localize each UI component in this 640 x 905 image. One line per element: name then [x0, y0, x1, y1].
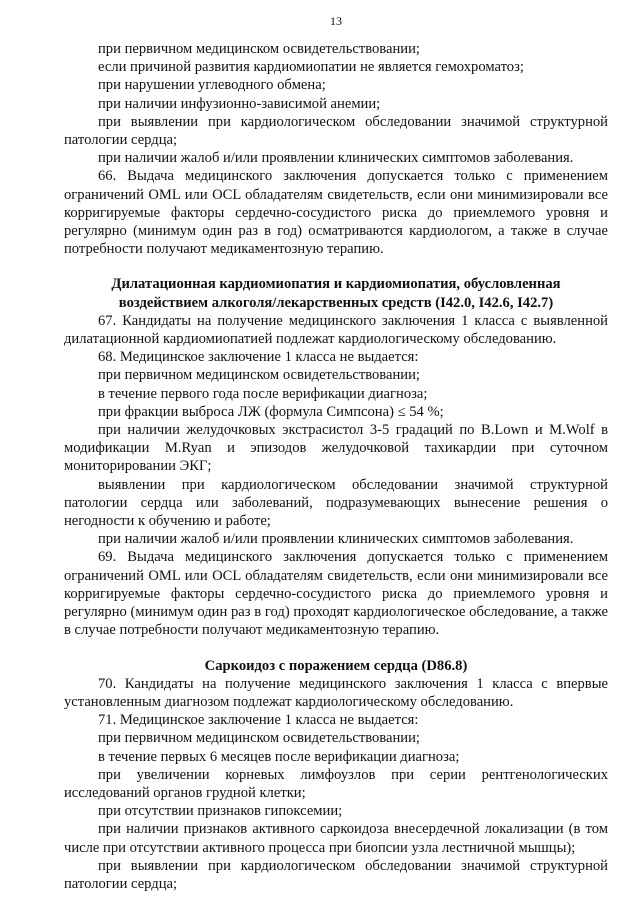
paragraph: при первичном медицинском освидетельствовании;: [98, 41, 420, 57]
paragraph: при первичном медицинском освидетельствовании;: [98, 730, 420, 747]
paragraph-67: 67. Кандидаты на получение медицинского заключения 1 класса с выявленной дилатационной кардиомиопатией подлежат кардиологическому обследованию.: [64, 312, 608, 348]
paragraph-66: 66. Выдача медицинского заключения допускается только с применением ограничений OML или OCL обладателям свидетельств, если они минимизировали все корригируемые факторы сердечно-сосудистого риска до приемлемого уровня и регулярно (минимум один раз в год) осматриваются кардиологом, а также в случае потребности получают медикаментозную терапию.: [64, 168, 608, 258]
paragraph-68: 68. Медицинское заключение 1 класса не выдается:: [98, 349, 419, 366]
section-dilated-cardiomyopathy: [64, 312, 608, 640]
paragraph: при выявлении при кардиологическом обследовании значимой структурной патологии сердца;: [64, 857, 608, 892]
paragraph: в течение первых 6 месяцев после верификации диагноза;: [98, 748, 460, 765]
paragraph: при наличии желудочковых экстрасистол 3-5 градаций по B.Lown и M.Wolf в модификации M.Ryan и эпизодов желудочковой тахикардии при суточном мониторировании ЭКГ;: [64, 422, 608, 475]
paragraph: при фракции выброса ЛЖ (формула Симпсона) ≤ 54 %;: [98, 403, 444, 420]
paragraph: при наличии жалоб и/или проявлении клинических симптомов заболевания.: [98, 150, 574, 167]
section-cardiomyopathy-conditions: [64, 40, 608, 258]
section-heading-dilated-cardiomyopathy: Дилатационная кардиомиопатия и кардиомиопатия, обусловленная воздействием алкоголя/лекарственных средств (I42.0, I42.6, I42.7): [111, 276, 561, 311]
paragraph: в течение первого года после верификации диагноза;: [98, 385, 428, 402]
paragraph-71: 71. Медицинское заключение 1 класса не выдается:: [98, 712, 419, 729]
paragraph: выявлении при кардиологическом обследовании значимой структурной патологии сердца или заболеваний, подразумевающих вынесение решения о негодности к обучению и работе;: [64, 476, 608, 530]
paragraph: при увеличении корневых лимфоузлов при серии рентгенологических исследований органов грудной клетки;: [64, 766, 608, 801]
paragraph: при отсутствии признаков гипоксемии;: [98, 803, 343, 820]
paragraph-69: 69. Выдача медицинского заключения допускается только с применением ограничений OML или OCL обладателям свидетельств, если они минимизировали все корригируемые факторы сердечно-сосудистого риска до приемлемого уровня и регулярно (минимум один раз в год) проходят кардиологическое обследование, а также в случае потребности получают медикаментозную терапию.: [64, 549, 608, 639]
paragraph-70: 70. Кандидаты на получение медицинского заключения 1 класса с впервые установленным диагнозом подлежат кардиологическому обследованию.: [64, 675, 608, 710]
paragraph: при наличии жалоб и/или проявлении клинических симптомов заболевания.: [98, 531, 574, 548]
paragraph: при первичном медицинском освидетельствовании;: [98, 367, 420, 384]
paragraph: если причиной развития кардиомиопатии не является гемохроматоз;: [98, 59, 524, 76]
paragraph: при выявлении при кардиологическом обследовании значимой структурной патологии сердца;: [64, 113, 608, 149]
paragraph: при наличии признаков активного саркоидоза внесердечной локализации (в том числе при отсутствии активного процесса при биопсии узла лестничной мышцы);: [64, 821, 608, 856]
section-sarcoidosis: [64, 675, 608, 893]
page-number: 13: [330, 14, 342, 28]
paragraph: при нарушении углеводного обмена;: [98, 77, 326, 94]
paragraph: при наличии инфузионно-зависимой анемии;: [98, 95, 381, 112]
section-heading-sarcoidosis: Саркоидоз с поражением сердца (D86.8): [204, 657, 468, 674]
